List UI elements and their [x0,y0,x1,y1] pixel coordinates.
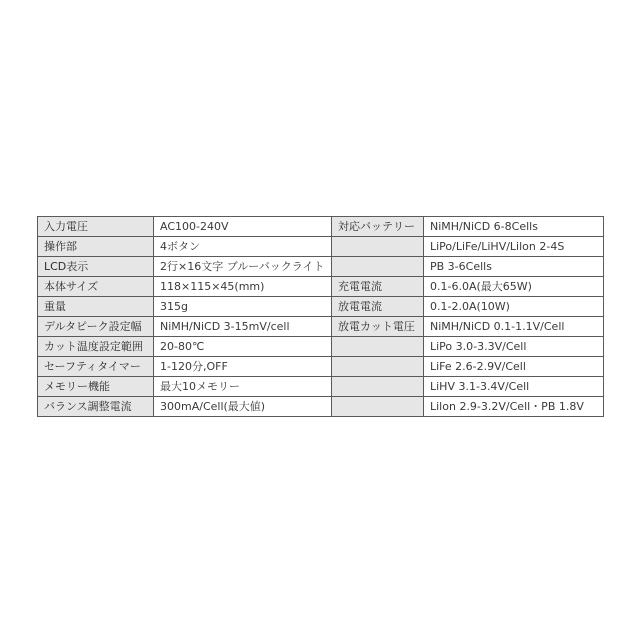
table-row [38,237,604,257]
spec-value: Lilon 2.9-3.2V/Cell・PB 1.8V [424,397,604,417]
spec-label: 放電電流 [332,297,424,317]
spec-table [37,216,604,417]
table-row [38,217,604,237]
spec-value: AC100-240V [154,217,332,237]
table-row [38,337,604,357]
spec-label: デルタピーク設定幅 [38,317,154,337]
spec-value: 315g [154,297,332,317]
spec-value: 20-80℃ [154,337,332,357]
spec-label: 対応バッテリー [332,217,424,237]
spec-value: 0.1-2.0A(10W) [424,297,604,317]
spec-label: バランス調整電流 [38,397,154,417]
table-row [38,297,604,317]
spec-value: 118×115×45(mm) [154,277,332,297]
table-row [38,377,604,397]
spec-label [332,357,424,377]
table-row [38,357,604,377]
spec-value: 最大10メモリー [154,377,332,397]
table-row [38,317,604,337]
spec-label: 充電電流 [332,277,424,297]
spec-value: 300mA/Cell(最大値) [154,397,332,417]
spec-value: 0.1-6.0A(最大65W) [424,277,604,297]
spec-label: 本体サイズ [38,277,154,297]
spec-value: 1-120分,OFF [154,357,332,377]
spec-label: セーフティタイマー [38,357,154,377]
spec-label: 入力電圧 [38,217,154,237]
spec-table-body [38,217,604,417]
spec-label: カット温度設定範囲 [38,337,154,357]
spec-label [332,337,424,357]
spec-value: NiMH/NiCD 0.1-1.1V/Cell [424,317,604,337]
spec-label: 重量 [38,297,154,317]
spec-value: NiMH/NiCD 3-15mV/cell [154,317,332,337]
spec-value: PB 3-6Cells [424,257,604,277]
spec-value: LiFe 2.6-2.9V/Cell [424,357,604,377]
spec-value: LiPo/LiFe/LiHV/Lilon 2-4S [424,237,604,257]
spec-value: 2行×16文字 ブルーバックライト [154,257,332,277]
spec-label [332,257,424,277]
table-row [38,257,604,277]
spec-label: LCD表示 [38,257,154,277]
table-row [38,277,604,297]
spec-value: NiMH/NiCD 6-8Cells [424,217,604,237]
spec-value: LiHV 3.1-3.4V/Cell [424,377,604,397]
spec-label: 操作部 [38,237,154,257]
spec-label: 放電カット電圧 [332,317,424,337]
spec-label: メモリー機能 [38,377,154,397]
spec-value: LiPo 3.0-3.3V/Cell [424,337,604,357]
spec-label [332,397,424,417]
spec-value: 4ボタン [154,237,332,257]
table-row [38,397,604,417]
spec-label [332,377,424,397]
spec-label [332,237,424,257]
